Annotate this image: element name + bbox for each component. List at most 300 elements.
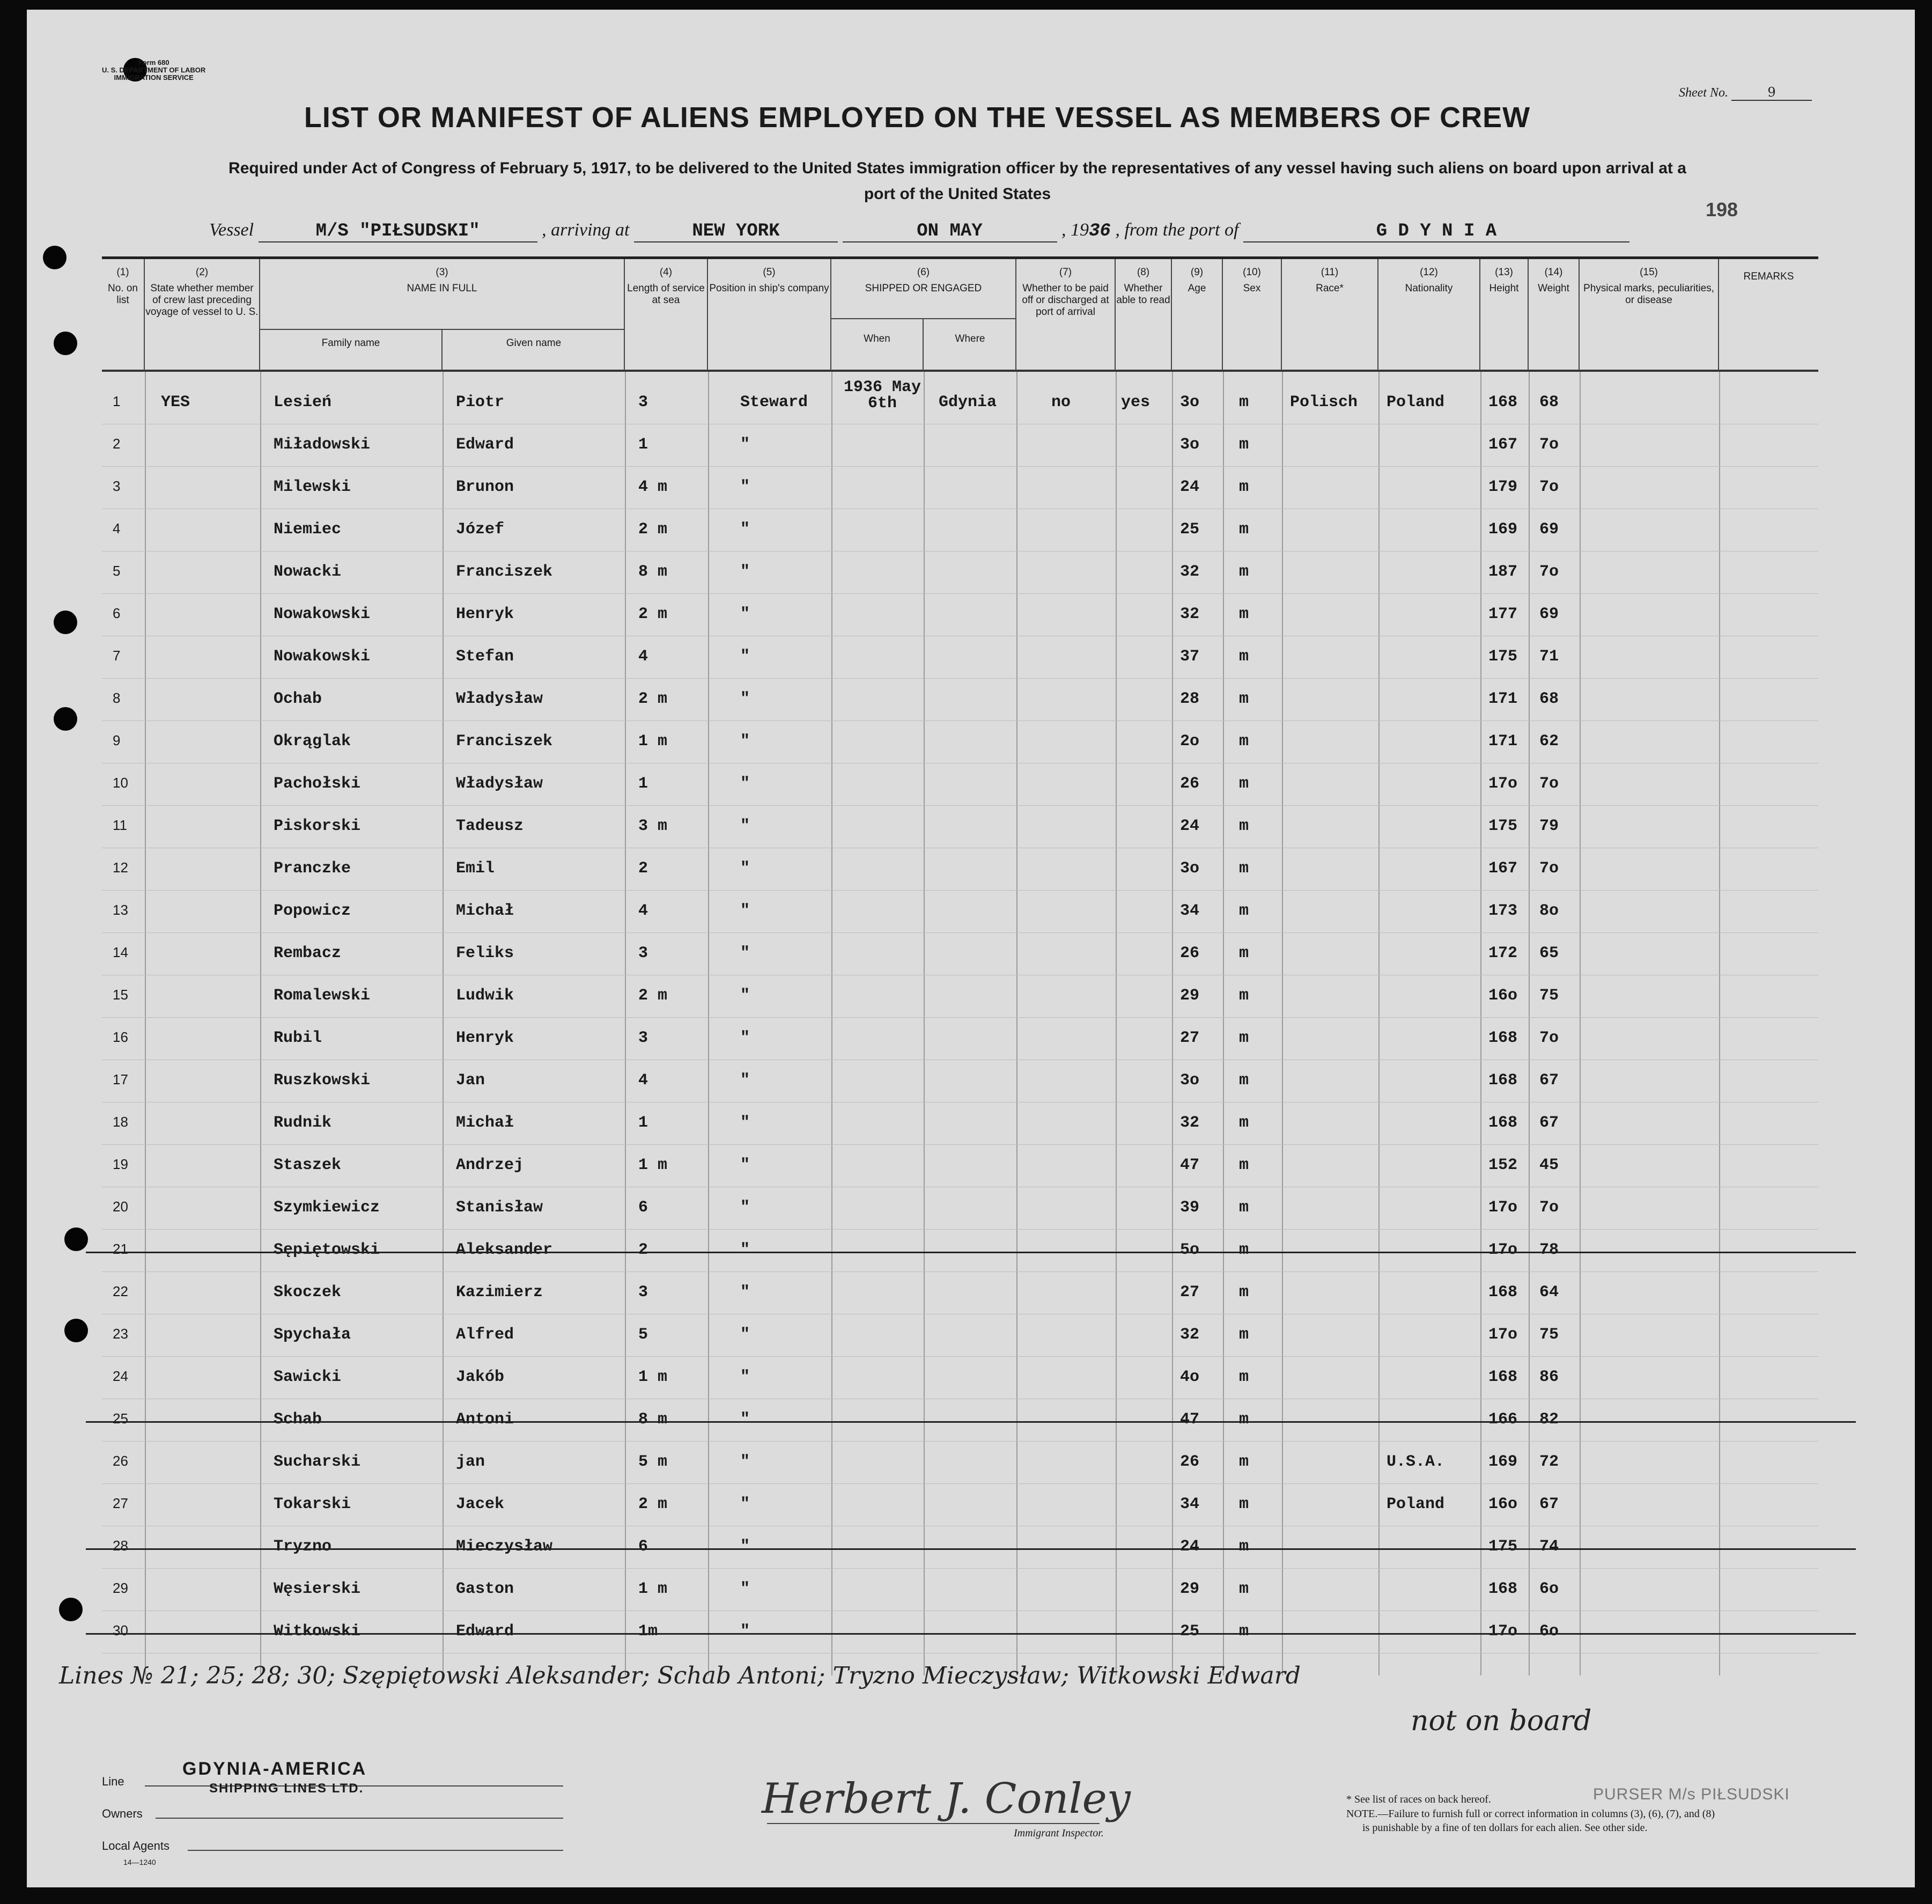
- punch-hole: [54, 332, 77, 355]
- cell-length-of-service: 1: [638, 775, 648, 793]
- cell-height: 173: [1488, 902, 1518, 920]
- cell-row-number: 4: [113, 520, 121, 536]
- table-row: [102, 679, 1818, 721]
- cell-given-name: Józef: [456, 520, 505, 539]
- row-rule: [102, 1271, 1818, 1272]
- cell-position: ": [740, 478, 750, 496]
- cell-row-number: 26: [113, 1453, 128, 1469]
- cell-height: 169: [1488, 1453, 1518, 1471]
- cell-age: 3o: [1180, 393, 1200, 411]
- cell-family-name: Tokarski: [274, 1495, 351, 1513]
- manifest-number: 198: [1706, 199, 1738, 220]
- cell-age: 32: [1180, 563, 1200, 581]
- cell-weight: 79: [1539, 817, 1559, 835]
- cell-given-name: Ludwik: [456, 987, 514, 1005]
- table-row: [102, 1569, 1818, 1611]
- cell-height: 168: [1488, 1114, 1518, 1132]
- cell-given-name: Kazimierz: [456, 1283, 543, 1302]
- cell-given-name: Władysław: [456, 690, 543, 708]
- races-note: * See list of races on back hereof.: [1346, 1793, 1491, 1805]
- cell-sex: m: [1239, 859, 1249, 878]
- cell-height: 166: [1488, 1410, 1518, 1429]
- cell-row-number: 2: [113, 436, 121, 452]
- cell-weight: 68: [1539, 690, 1559, 708]
- cell-family-name: Rembacz: [274, 944, 342, 962]
- cell-length-of-service: 1 m: [638, 1368, 668, 1386]
- cell-length-of-service: 1 m: [638, 1580, 668, 1598]
- col-header-sex: (10) Sex: [1223, 259, 1282, 372]
- cell-position: ": [740, 1580, 750, 1598]
- col-header-previous-voyage: (2) State whether member of crew last preceding voyage of vessel to U. S.: [145, 259, 260, 372]
- cell-family-name: Witkowski: [274, 1622, 361, 1641]
- cell-given-name: Jakób: [456, 1368, 505, 1386]
- cell-sex: m: [1239, 987, 1249, 1005]
- cell-family-name: Romalewski: [274, 987, 371, 1005]
- company-stamp-line-2: SHIPPING LINES LTD.: [209, 1781, 364, 1796]
- cell-age: 34: [1180, 1495, 1200, 1513]
- cell-position: ": [740, 1029, 750, 1047]
- cell-weight: 6o: [1539, 1622, 1559, 1641]
- table-row: [102, 378, 1818, 424]
- cell-row-number: 23: [113, 1326, 128, 1342]
- cell-position: ": [740, 944, 750, 962]
- row-rule: [102, 1229, 1818, 1230]
- cell-position: ": [740, 987, 750, 1005]
- arrival-year: 36: [1089, 221, 1111, 241]
- row-rule: [102, 1356, 1818, 1357]
- cell-given-name: Antoni: [456, 1410, 514, 1429]
- cell-weight: 78: [1539, 1241, 1559, 1259]
- cell-length-of-service: 2 m: [638, 690, 668, 708]
- col-header-where: Where: [924, 318, 1016, 372]
- cell-height: 168: [1488, 1580, 1518, 1598]
- cell-length-of-service: 4: [638, 648, 648, 666]
- handwritten-note: Lines № 21; 25; 28; 30; Szępiętowski Aleksander; Schab Antoni; Tryzno Mieczysław; Witkowski Edward: [59, 1662, 1301, 1689]
- col-header-able-to-read: (8) Whether able to read: [1116, 259, 1172, 372]
- cell-sex: m: [1239, 1029, 1249, 1047]
- cell-race: Polisch: [1290, 393, 1358, 411]
- cell-height: 152: [1488, 1156, 1518, 1174]
- cell-sex: m: [1239, 563, 1249, 581]
- punch-hole: [64, 1227, 88, 1251]
- cell-height: 171: [1488, 732, 1518, 751]
- page-title: LIST OR MANIFEST OF ALIENS EMPLOYED ON THE VESSEL AS MEMBERS OF CREW: [304, 101, 1531, 134]
- cell-age: 3o: [1180, 436, 1200, 454]
- cell-height: 17o: [1488, 1241, 1518, 1259]
- row-rule: [102, 1144, 1818, 1145]
- sheet-number: [1679, 85, 1812, 101]
- cell-position: ": [740, 1326, 750, 1344]
- cell-row-number: 8: [113, 690, 121, 706]
- cell-weight: 67: [1539, 1495, 1559, 1513]
- col-header-length-of-service: (4) Length of service at sea: [625, 259, 708, 372]
- cell-family-name: Rubil: [274, 1029, 322, 1047]
- cell-sex: m: [1239, 1622, 1249, 1641]
- cell-length-of-service: 1: [638, 436, 648, 454]
- cell-age: 27: [1180, 1283, 1200, 1302]
- col-header-family-name: Family name: [260, 329, 443, 372]
- cell-sex: m: [1239, 1580, 1249, 1598]
- cell-weight: 62: [1539, 732, 1559, 751]
- cell-age: 3o: [1180, 859, 1200, 878]
- cell-weight: 6o: [1539, 1580, 1559, 1598]
- row-rule: [102, 593, 1818, 594]
- cell-family-name: Pranczke: [274, 859, 351, 878]
- cell-age: 5o: [1180, 1241, 1200, 1259]
- cell-height: 167: [1488, 859, 1518, 878]
- form-code: 14—1240: [123, 1858, 156, 1866]
- cell-sex: m: [1239, 1495, 1249, 1513]
- cell-age: 24: [1180, 817, 1200, 835]
- cell-height: 168: [1488, 1071, 1518, 1090]
- col-header-height: (13) Height: [1480, 259, 1529, 372]
- cell-age: 25: [1180, 520, 1200, 539]
- purser-stamp: PURSER M/s PIŁSUDSKI: [1593, 1785, 1790, 1803]
- cell-weight: 7o: [1539, 436, 1559, 454]
- cell-height: 172: [1488, 944, 1518, 962]
- agents-rule: [188, 1850, 563, 1851]
- arriving-label: , arriving at: [542, 220, 630, 240]
- cell-given-name: Mieczysław: [456, 1538, 553, 1556]
- row-rule: [102, 932, 1818, 933]
- cell-given-name: Henryk: [456, 605, 514, 623]
- cell-position: ": [740, 902, 750, 920]
- cell-given-name: Edward: [456, 1622, 514, 1641]
- cell-position: ": [740, 732, 750, 751]
- cell-weight: 71: [1539, 648, 1559, 666]
- cell-sex: m: [1239, 817, 1249, 835]
- table-row: [102, 552, 1818, 594]
- punch-hole: [54, 611, 77, 634]
- cell-nationality: Poland: [1387, 393, 1445, 411]
- table-row: [102, 722, 1818, 763]
- cell-length-of-service: 8 m: [638, 1410, 668, 1429]
- cell-sex: m: [1239, 520, 1249, 539]
- cell-height: 171: [1488, 690, 1518, 708]
- cell-given-name: Jan: [456, 1071, 485, 1090]
- cell-given-name: Gaston: [456, 1580, 514, 1598]
- table-row: [102, 510, 1818, 552]
- cell-weight: 75: [1539, 987, 1559, 1005]
- subtitle-line-2: port of the United States: [864, 185, 1051, 203]
- cell-position: Steward: [740, 393, 808, 411]
- cell-sex: m: [1239, 1326, 1249, 1344]
- table-row: [102, 1357, 1818, 1399]
- cell-weight: 7o: [1539, 478, 1559, 496]
- cell-nationality: Poland: [1387, 1495, 1445, 1513]
- cell-sex: m: [1239, 1114, 1249, 1132]
- cell-length-of-service: 1: [638, 1114, 648, 1132]
- cell-given-name: Edward: [456, 436, 514, 454]
- table-row: [102, 1400, 1818, 1442]
- not-on-board-note: not on board: [1411, 1705, 1592, 1737]
- cell-weight: 69: [1539, 605, 1559, 623]
- cell-given-name: Michał: [456, 902, 514, 920]
- cell-length-of-service: 4: [638, 902, 648, 920]
- cell-position: ": [740, 859, 750, 878]
- col-header-paid-off: (7) Whether to be paid off or discharged at port of arrival: [1016, 259, 1116, 372]
- cell-shipped-where: Gdynia: [939, 393, 997, 411]
- punch-hole: [64, 1319, 88, 1342]
- cell-row-number: 10: [113, 775, 128, 791]
- cell-given-name: Jacek: [456, 1495, 505, 1513]
- cell-sex: m: [1239, 1241, 1249, 1259]
- col-header-position: (5) Position in ship's company: [708, 259, 831, 372]
- cell-length-of-service: 3 m: [638, 817, 668, 835]
- cell-position: ": [740, 775, 750, 793]
- cell-row-number: 27: [113, 1495, 128, 1511]
- cell-height: 16o: [1488, 987, 1518, 1005]
- cell-weight: 7o: [1539, 775, 1559, 793]
- table-row: [102, 467, 1818, 509]
- cell-length-of-service: 2 m: [638, 1495, 668, 1513]
- cell-sex: m: [1239, 775, 1249, 793]
- cell-family-name: Niemiec: [274, 520, 342, 539]
- strike-through-line: [86, 1548, 1856, 1550]
- cell-family-name: Spychała: [274, 1326, 351, 1344]
- cell-age: 32: [1180, 1326, 1200, 1344]
- cell-family-name: Lesień: [274, 393, 332, 411]
- cell-position: ": [740, 563, 750, 581]
- cell-age: 47: [1180, 1156, 1200, 1174]
- inspector-label: Immigrant Inspector.: [1014, 1827, 1104, 1839]
- cell-given-name: Aleksander: [456, 1241, 553, 1259]
- cell-family-name: Staszek: [274, 1156, 342, 1174]
- footer: [102, 1737, 1872, 1882]
- cell-weight: 72: [1539, 1453, 1559, 1471]
- cell-row-number: 21: [113, 1241, 128, 1257]
- cell-height: 177: [1488, 605, 1518, 623]
- cell-height: 168: [1488, 1283, 1518, 1302]
- cell-sex: m: [1239, 436, 1249, 454]
- cell-height: 175: [1488, 817, 1518, 835]
- cell-age: 26: [1180, 775, 1200, 793]
- cell-given-name: Stefan: [456, 648, 514, 666]
- table-row: [102, 1061, 1818, 1102]
- punch-hole: [43, 246, 67, 269]
- table-row: [102, 594, 1818, 636]
- cell-length-of-service: 2 m: [638, 987, 668, 1005]
- col-header-no: (1) No. on list: [102, 259, 145, 372]
- cell-family-name: Nowakowski: [274, 648, 371, 666]
- cell-given-name: Feliks: [456, 944, 514, 962]
- cell-given-name: Stanisław: [456, 1199, 543, 1217]
- cell-sex: m: [1239, 1368, 1249, 1386]
- agents-label: Local Agents: [102, 1839, 169, 1852]
- form-id-block: [102, 59, 205, 82]
- cell-length-of-service: 4: [638, 1071, 648, 1090]
- col-header-physical-marks: (15) Physical marks, peculiarities, or disease: [1580, 259, 1719, 372]
- cell-sex: m: [1239, 1538, 1249, 1556]
- cell-given-name: Tadeusz: [456, 817, 524, 835]
- cell-height: 168: [1488, 1368, 1518, 1386]
- table-row: [102, 1188, 1818, 1230]
- vessel-label: Vessel: [209, 220, 254, 240]
- table-row: [102, 764, 1818, 806]
- department-name: U. S. DEPARTMENT OF LABOR: [102, 66, 206, 74]
- cell-position: ": [740, 1071, 750, 1090]
- cell-family-name: Popowicz: [274, 902, 351, 920]
- table-row: [102, 1273, 1818, 1314]
- cell-length-of-service: 6: [638, 1199, 648, 1217]
- cell-row-number: 14: [113, 944, 128, 960]
- col-header-remarks: REMARKS: [1719, 259, 1818, 372]
- cell-row-number: 6: [113, 605, 121, 621]
- line-label: Line: [102, 1775, 124, 1788]
- cell-family-name: Pachołski: [274, 775, 361, 793]
- cell-position: ": [740, 1241, 750, 1259]
- cell-sex: m: [1239, 478, 1249, 496]
- cell-weight: 75: [1539, 1326, 1559, 1344]
- col-header-shipped: (6) SHIPPED OR ENGAGED When Where: [831, 259, 1016, 372]
- cell-position: ": [740, 1495, 750, 1513]
- cell-position: ": [740, 436, 750, 454]
- cell-position: ": [740, 1368, 750, 1386]
- cell-height: 187: [1488, 563, 1518, 581]
- cell-weight: 45: [1539, 1156, 1559, 1174]
- col-header-name: (3) NAME IN FULL Family name Given name: [260, 259, 625, 372]
- cell-sex: m: [1239, 944, 1249, 962]
- subtitle-line-1: Required under Act of Congress of February 5, 1917, to be delivered to the United States immigration officer by the representatives of any vessel having such aliens on board upon arrival at a: [228, 159, 1686, 177]
- cell-position: ": [740, 1410, 750, 1429]
- cell-age: 4o: [1180, 1368, 1200, 1386]
- cell-row-number: 17: [113, 1071, 128, 1087]
- cell-family-name: Szymkiewicz: [274, 1199, 380, 1217]
- cell-sex: m: [1239, 1071, 1249, 1090]
- legal-note-line-2: is punishable by a fine of ten dollars for each alien. See other side.: [1362, 1822, 1648, 1834]
- cell-weight: 68: [1539, 393, 1559, 411]
- cell-family-name: Nowacki: [274, 563, 342, 581]
- table-row: [102, 1442, 1818, 1484]
- strike-through-line: [86, 1421, 1856, 1423]
- strike-through-line: [86, 1252, 1856, 1253]
- cell-height: 175: [1488, 648, 1518, 666]
- cell-height: 168: [1488, 1029, 1518, 1047]
- cell-previous-voyage: YES: [161, 393, 190, 411]
- sheet-number-value: 9: [1731, 85, 1812, 101]
- table-row: [102, 637, 1818, 679]
- cell-sex: m: [1239, 1199, 1249, 1217]
- cell-length-of-service: 3: [638, 1283, 648, 1302]
- cell-able-to-read: yes: [1121, 393, 1151, 411]
- row-rule: [102, 805, 1818, 806]
- cell-family-name: Ruszkowski: [274, 1071, 371, 1090]
- cell-length-of-service: 3: [638, 944, 648, 962]
- table-row: [102, 1484, 1818, 1526]
- col-header-weight: (14) Weight: [1529, 259, 1580, 372]
- cell-age: 26: [1180, 1453, 1200, 1471]
- row-rule: [102, 678, 1818, 679]
- cell-family-name: Schab: [274, 1410, 322, 1429]
- cell-nationality: U.S.A.: [1387, 1453, 1445, 1471]
- cell-length-of-service: 5 m: [638, 1453, 668, 1471]
- signature-rule: [767, 1823, 1100, 1824]
- cell-length-of-service: 2: [638, 1241, 648, 1259]
- cell-weight: 64: [1539, 1283, 1559, 1302]
- cell-given-name: jan: [456, 1453, 485, 1471]
- cell-given-name: Michał: [456, 1114, 514, 1132]
- cell-height: 179: [1488, 478, 1518, 496]
- cell-family-name: Skoczek: [274, 1283, 342, 1302]
- cell-weight: 74: [1539, 1538, 1559, 1556]
- col-header-age: (9) Age: [1172, 259, 1223, 372]
- legal-note-line-1: NOTE.—Failure to furnish full or correct information in columns (3), (6), (7), and (8): [1346, 1808, 1715, 1820]
- row-rule: [102, 466, 1818, 467]
- cell-sex: m: [1239, 732, 1249, 751]
- cell-sex: m: [1239, 393, 1249, 411]
- vessel-name: M/S "PIŁSUDSKI": [259, 221, 537, 242]
- cell-row-number: 3: [113, 478, 121, 494]
- cell-family-name: Tryzno: [274, 1538, 332, 1556]
- cell-position: ": [740, 648, 750, 666]
- row-rule: [102, 890, 1818, 891]
- cell-length-of-service: 1 m: [638, 1156, 668, 1174]
- cell-sex: m: [1239, 1156, 1249, 1174]
- cell-family-name: Sępiętowski: [274, 1241, 380, 1259]
- form-number: Form 680: [138, 58, 169, 67]
- cell-age: 32: [1180, 1114, 1200, 1132]
- table-row: [102, 1018, 1818, 1060]
- table-row: [102, 891, 1818, 933]
- cell-row-number: 29: [113, 1580, 128, 1596]
- cell-sex: m: [1239, 902, 1249, 920]
- cell-height: 16o: [1488, 1495, 1518, 1513]
- cell-row-number: 15: [113, 987, 128, 1003]
- cell-sex: m: [1239, 1453, 1249, 1471]
- cell-sex: m: [1239, 605, 1249, 623]
- cell-position: ": [740, 1453, 750, 1471]
- row-rule: [102, 1568, 1818, 1569]
- cell-height: 17o: [1488, 1622, 1518, 1641]
- cell-row-number: 7: [113, 648, 121, 664]
- cell-age: 3o: [1180, 1071, 1200, 1090]
- cell-family-name: Piskorski: [274, 817, 361, 835]
- owners-label: Owners: [102, 1807, 143, 1820]
- cell-given-name: Piotr: [456, 393, 505, 411]
- cell-age: 27: [1180, 1029, 1200, 1047]
- cell-position: ": [740, 1114, 750, 1132]
- cell-height: 169: [1488, 520, 1518, 539]
- cell-length-of-service: 1m: [638, 1622, 658, 1641]
- cell-length-of-service: 2 m: [638, 605, 668, 623]
- table-row: [102, 1230, 1818, 1272]
- cell-paid-off: no: [1051, 393, 1071, 411]
- cell-given-name: Henryk: [456, 1029, 514, 1047]
- cell-family-name: Miładowski: [274, 436, 371, 454]
- cell-row-number: 12: [113, 859, 128, 876]
- subtitle: [91, 156, 1824, 207]
- table-row: [102, 1612, 1818, 1653]
- cell-age: 37: [1180, 648, 1200, 666]
- cell-age: 39: [1180, 1199, 1200, 1217]
- cell-weight: 65: [1539, 944, 1559, 962]
- cell-family-name: Rudnik: [274, 1114, 332, 1132]
- table-row: [102, 425, 1818, 467]
- cell-position: ": [740, 1156, 750, 1174]
- sheet-number-label: Sheet No.: [1679, 86, 1728, 100]
- cell-sex: m: [1239, 1283, 1249, 1302]
- arrival-port: NEW YORK: [634, 221, 838, 242]
- cell-length-of-service: 3: [638, 1029, 648, 1047]
- cell-age: 26: [1180, 944, 1200, 962]
- row-rule: [102, 1017, 1818, 1018]
- table-row: [102, 806, 1818, 848]
- cell-age: 24: [1180, 478, 1200, 496]
- cell-weight: 82: [1539, 1410, 1559, 1429]
- cell-row-number: 5: [113, 563, 121, 579]
- cell-row-number: 13: [113, 902, 128, 918]
- cell-sex: m: [1239, 648, 1249, 666]
